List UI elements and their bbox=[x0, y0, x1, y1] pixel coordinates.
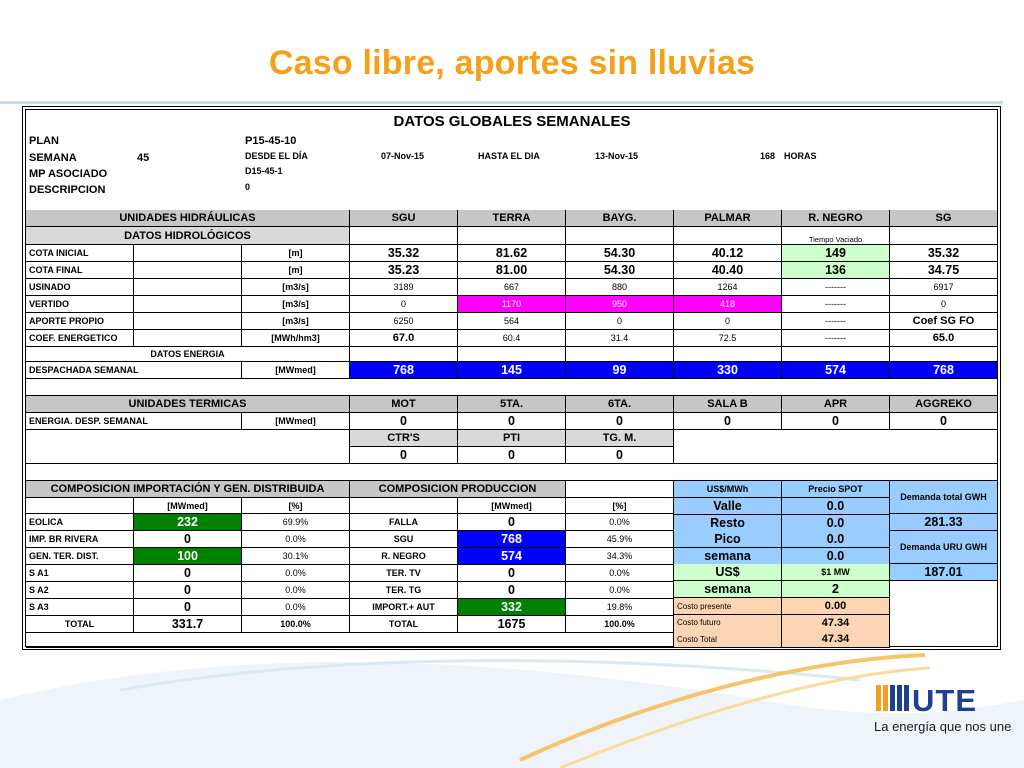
cost-value: 47.34 bbox=[782, 615, 890, 632]
prod-pct-value: 0.0% bbox=[566, 565, 674, 582]
value-cell: 34.75 bbox=[890, 262, 998, 279]
value-cell: 950 bbox=[566, 296, 674, 313]
hidro-col-header: BAYG. bbox=[566, 210, 674, 227]
prod-row-label: FALLA bbox=[350, 514, 458, 531]
spot-row-value: $1 MW bbox=[782, 564, 890, 581]
pct-header: [%] bbox=[566, 498, 674, 514]
termicas-value: 0 bbox=[890, 413, 998, 430]
termicas-col-header: SALA B bbox=[674, 396, 782, 413]
imp-section-header: COMPOSICION IMPORTACIÓN Y GEN. DISTRIBUIDA bbox=[26, 481, 350, 498]
empty-cell bbox=[134, 330, 242, 347]
termicas-section-header: UNIDADES TERMICAS bbox=[26, 396, 350, 413]
empty-cell bbox=[566, 481, 674, 498]
row-label: VERTIDO bbox=[26, 296, 134, 313]
spot-row-value: 0.0 bbox=[782, 498, 890, 515]
value-cell: 72.5 bbox=[674, 330, 782, 347]
demanda-total-label: Demanda total GWH bbox=[890, 481, 998, 514]
value-cell: 0 bbox=[674, 313, 782, 330]
prod-mw-value: 1675 bbox=[458, 616, 566, 633]
prod-mw-value: 768 bbox=[458, 531, 566, 548]
spot-row-value: 0.0 bbox=[782, 515, 890, 532]
empty-cell bbox=[782, 347, 890, 362]
imp-row-label: S A2 bbox=[26, 582, 134, 599]
horas-value: 168 bbox=[760, 151, 776, 161]
value-cell: 564 bbox=[458, 313, 566, 330]
empty-cell bbox=[134, 296, 242, 313]
prod-mw-value: 0 bbox=[458, 514, 566, 531]
svg-text:UTE: UTE bbox=[912, 683, 977, 717]
logo-stripes-icon bbox=[876, 685, 909, 711]
empty-cell bbox=[458, 347, 566, 362]
despachada-value: 768 bbox=[350, 362, 458, 379]
spot-row-label: US$ bbox=[674, 564, 782, 581]
imp-row-label: GEN. TER. DIST. bbox=[26, 548, 134, 565]
imp-mw-value: 0 bbox=[134, 599, 242, 616]
despachada-value: 99 bbox=[566, 362, 674, 379]
termicas-value: 0 bbox=[674, 413, 782, 430]
spacer-row bbox=[26, 379, 998, 396]
termicas-col-header: MOT bbox=[350, 396, 458, 413]
cost-label: Costo futuro bbox=[674, 615, 782, 632]
table-title: DATOS GLOBALES SEMANALES bbox=[393, 112, 631, 130]
termicas2-col-header: PTI bbox=[458, 430, 566, 447]
value-cell: 880 bbox=[566, 279, 674, 296]
termicas-value: 0 bbox=[350, 413, 458, 430]
value-cell: 1264 bbox=[674, 279, 782, 296]
value-cell: 54.30 bbox=[566, 262, 674, 279]
empty-cell bbox=[890, 347, 998, 362]
prod-pct-value: 34.3% bbox=[566, 548, 674, 565]
prod-pct-value: 0.0% bbox=[566, 582, 674, 599]
empty-cell bbox=[674, 347, 782, 362]
prod-row-label: TOTAL bbox=[350, 616, 458, 633]
spot-row-label: Pico bbox=[674, 531, 782, 548]
row-label: USINADO bbox=[26, 279, 134, 296]
prod-pct-value: 19.8% bbox=[566, 599, 674, 616]
empty-cell bbox=[134, 313, 242, 330]
unit-cell: [m3/s] bbox=[242, 279, 350, 296]
prod-row-label: SGU bbox=[350, 531, 458, 548]
prod-section-header: COMPOSICION PRODUCCION bbox=[350, 481, 566, 498]
plan-label: PLAN bbox=[29, 134, 59, 147]
imp-pct-value: 0.0% bbox=[242, 599, 350, 616]
hidro-subheader-cell bbox=[350, 227, 458, 245]
datos-energia-header: DATOS ENERGIA bbox=[26, 347, 350, 362]
termicas2-col-header: TG. M. bbox=[566, 430, 674, 447]
value-cell: 149 bbox=[782, 245, 890, 262]
value-cell: 54.30 bbox=[566, 245, 674, 262]
termicas-value: 0 bbox=[566, 413, 674, 430]
imp-row-label: IMP. BR RIVERA bbox=[26, 531, 134, 548]
value-cell: 35.32 bbox=[890, 245, 998, 262]
value-cell: 667 bbox=[458, 279, 566, 296]
value-cell: ------- bbox=[782, 296, 890, 313]
despachada-value: 330 bbox=[674, 362, 782, 379]
unit-cell: [m3/s] bbox=[242, 313, 350, 330]
tiempo-vaciado-label: Tiempo Vaciado bbox=[782, 227, 890, 245]
slogan: La energía que nos une bbox=[874, 719, 1012, 734]
termicas2-value: 0 bbox=[566, 447, 674, 464]
hidro-col-header: PALMAR bbox=[674, 210, 782, 227]
row-label: APORTE PROPIO bbox=[26, 313, 134, 330]
hidro-subheader-cell bbox=[566, 227, 674, 245]
prod-mw-value: 0 bbox=[458, 565, 566, 582]
unit-cell: [m3/s] bbox=[242, 296, 350, 313]
prod-pct-value: 45.9% bbox=[566, 531, 674, 548]
value-cell: 1170 bbox=[458, 296, 566, 313]
unit-cell: [MWh/hm3] bbox=[242, 330, 350, 347]
termicas-col-header: APR bbox=[782, 396, 890, 413]
prod-pct-value: 0.0% bbox=[566, 514, 674, 531]
termicas-value: 0 bbox=[458, 413, 566, 430]
hidro-col-header: R. NEGRO bbox=[782, 210, 890, 227]
hidro-col-header: SG bbox=[890, 210, 998, 227]
cost-label: Costo presente bbox=[674, 598, 782, 615]
value-cell: 6917 bbox=[890, 279, 998, 296]
hasta-label: HASTA EL DIA bbox=[478, 151, 540, 161]
unit-cell: [MWmed] bbox=[242, 413, 350, 430]
termicas2-col-header: CTR'S bbox=[350, 430, 458, 447]
despachada-value: 574 bbox=[782, 362, 890, 379]
cost-value: 0.00 bbox=[782, 598, 890, 615]
value-cell: ------- bbox=[782, 330, 890, 347]
termicas-col-header: 5TA. bbox=[458, 396, 566, 413]
plan-value: P15-45-10 bbox=[245, 134, 297, 147]
value-cell: 65.0 bbox=[890, 330, 998, 347]
demanda-total-value: 281.33 bbox=[890, 514, 998, 531]
imp-pct-value: 0.0% bbox=[242, 531, 350, 548]
empty-cell bbox=[674, 430, 998, 464]
value-cell: 40.12 bbox=[674, 245, 782, 262]
datos-hidrologicos-header: DATOS HIDROLÓGICOS bbox=[26, 227, 350, 245]
imp-pct-value: 0.0% bbox=[242, 565, 350, 582]
spot-header-price: Precio SPOT bbox=[782, 481, 890, 498]
value-cell: 0 bbox=[890, 296, 998, 313]
cost-label: Costo Total bbox=[674, 631, 782, 648]
value-cell: 136 bbox=[782, 262, 890, 279]
row-label: DESPACHADA SEMANAL bbox=[26, 362, 242, 379]
imp-mw-value: 331.7 bbox=[134, 616, 242, 633]
spot-row-label: Resto bbox=[674, 515, 782, 532]
mwmed-header: [MWmed] bbox=[134, 498, 242, 514]
row-label: COEF. ENERGETICO bbox=[26, 330, 134, 347]
value-cell: 35.32 bbox=[350, 245, 458, 262]
unit-cell: [m] bbox=[242, 262, 350, 279]
empty-cell bbox=[350, 347, 458, 362]
imp-mw-value: 0 bbox=[134, 531, 242, 548]
prod-pct-value: 100.0% bbox=[566, 616, 674, 633]
value-cell: ------- bbox=[782, 279, 890, 296]
prod-row-label: IMPORT.+ AUT bbox=[350, 599, 458, 616]
termicas2-value: 0 bbox=[458, 447, 566, 464]
value-cell: 60.4 bbox=[458, 330, 566, 347]
value-cell: 0 bbox=[350, 296, 458, 313]
value-cell: 67.0 bbox=[350, 330, 458, 347]
row-label: ENERGIA. DESP. SEMANAL bbox=[26, 413, 242, 430]
imp-mw-value: 0 bbox=[134, 582, 242, 599]
imp-row-label: TOTAL bbox=[26, 616, 134, 633]
prod-row-label: R. NEGRO bbox=[350, 548, 458, 565]
spot-row-value: 2 bbox=[782, 581, 890, 598]
imp-mw-value: 0 bbox=[134, 565, 242, 582]
demanda-uru-value: 187.01 bbox=[890, 564, 998, 581]
value-cell: 3189 bbox=[350, 279, 458, 296]
despachada-value: 145 bbox=[458, 362, 566, 379]
hidro-col-header: TERRA bbox=[458, 210, 566, 227]
mp-label: MP ASOCIADO bbox=[29, 167, 108, 180]
imp-mw-value: 100 bbox=[134, 548, 242, 565]
spot-row-value: 0.0 bbox=[782, 531, 890, 548]
mwmed-header: [MWmed] bbox=[458, 498, 566, 514]
imp-row-label: S A1 bbox=[26, 565, 134, 582]
desc-value: 0 bbox=[245, 182, 251, 192]
spot-row-label: semana bbox=[674, 548, 782, 565]
spacer-row bbox=[26, 464, 998, 481]
empty-cell bbox=[350, 498, 458, 514]
value-cell: 6250 bbox=[350, 313, 458, 330]
spot-row-label: Valle bbox=[674, 498, 782, 515]
page-title: Caso libre, aportes sin lluvias bbox=[268, 44, 756, 82]
hasta-value: 13-Nov-15 bbox=[595, 151, 639, 161]
imp-row-label: S A3 bbox=[26, 599, 134, 616]
value-cell: 31.4 bbox=[566, 330, 674, 347]
prod-mw-value: 332 bbox=[458, 599, 566, 616]
imp-mw-value: 232 bbox=[134, 514, 242, 531]
spot-header-currency: US$/MWh bbox=[674, 481, 782, 498]
spot-row-label: semana bbox=[674, 581, 782, 598]
empty-cell bbox=[26, 498, 134, 514]
desc-label: DESCRIPCION bbox=[29, 183, 106, 196]
cost-value: 47.34 bbox=[782, 631, 890, 648]
unit-cell: [m] bbox=[242, 245, 350, 262]
imp-pct-value: 69.9% bbox=[242, 514, 350, 531]
demanda-uru-label: Demanda URU GWH bbox=[890, 531, 998, 564]
empty-cell bbox=[134, 245, 242, 262]
termicas-col-header: AGGREKO bbox=[890, 396, 998, 413]
desde-value: 07-Nov-15 bbox=[381, 151, 425, 161]
imp-pct-value: 0.0% bbox=[242, 582, 350, 599]
row-label: COTA INICIAL bbox=[26, 245, 134, 262]
spacer-row bbox=[26, 633, 674, 648]
hidro-subheader-cell bbox=[458, 227, 566, 245]
hidro-section-header: UNIDADES HIDRÁULICAS bbox=[26, 210, 350, 227]
hidro-subheader-cell bbox=[890, 227, 998, 245]
value-cell: ------- bbox=[782, 313, 890, 330]
prod-row-label: TER. TG bbox=[350, 582, 458, 599]
mp-value: D15-45-1 bbox=[245, 166, 283, 176]
prod-mw-value: 574 bbox=[458, 548, 566, 565]
value-cell: 418 bbox=[674, 296, 782, 313]
semana-label: SEMANA bbox=[29, 151, 77, 164]
empty-cell bbox=[134, 262, 242, 279]
imp-row-label: EOLICA bbox=[26, 514, 134, 531]
empty-cell bbox=[134, 279, 242, 296]
prod-mw-value: 0 bbox=[458, 582, 566, 599]
pct-header: [%] bbox=[242, 498, 350, 514]
spot-row-value: 0.0 bbox=[782, 548, 890, 565]
value-cell: Coef SG FO bbox=[890, 313, 998, 330]
despachada-value: 768 bbox=[890, 362, 998, 379]
termicas-value: 0 bbox=[782, 413, 890, 430]
desde-label: DESDE EL DÍA bbox=[245, 151, 308, 161]
termicas2-value: 0 bbox=[350, 447, 458, 464]
ute-logo bbox=[876, 683, 1006, 722]
unit-cell: [MWmed] bbox=[242, 362, 350, 379]
value-cell: 81.00 bbox=[458, 262, 566, 279]
value-cell: 81.62 bbox=[458, 245, 566, 262]
termicas-col-header: 6TA. bbox=[566, 396, 674, 413]
title-divider bbox=[0, 101, 1003, 104]
prod-row-label: TER. TV bbox=[350, 565, 458, 582]
value-cell: 35.23 bbox=[350, 262, 458, 279]
imp-pct-value: 30.1% bbox=[242, 548, 350, 565]
imp-pct-value: 100.0% bbox=[242, 616, 350, 633]
hidro-subheader-cell bbox=[674, 227, 782, 245]
horas-label: HORAS bbox=[784, 151, 817, 161]
value-cell: 0 bbox=[566, 313, 674, 330]
hidro-col-header: SGU bbox=[350, 210, 458, 227]
value-cell: 40.40 bbox=[674, 262, 782, 279]
empty-cell bbox=[566, 347, 674, 362]
empty-cell bbox=[26, 430, 350, 464]
semana-value: 45 bbox=[137, 151, 150, 164]
row-label: COTA FINAL bbox=[26, 262, 134, 279]
